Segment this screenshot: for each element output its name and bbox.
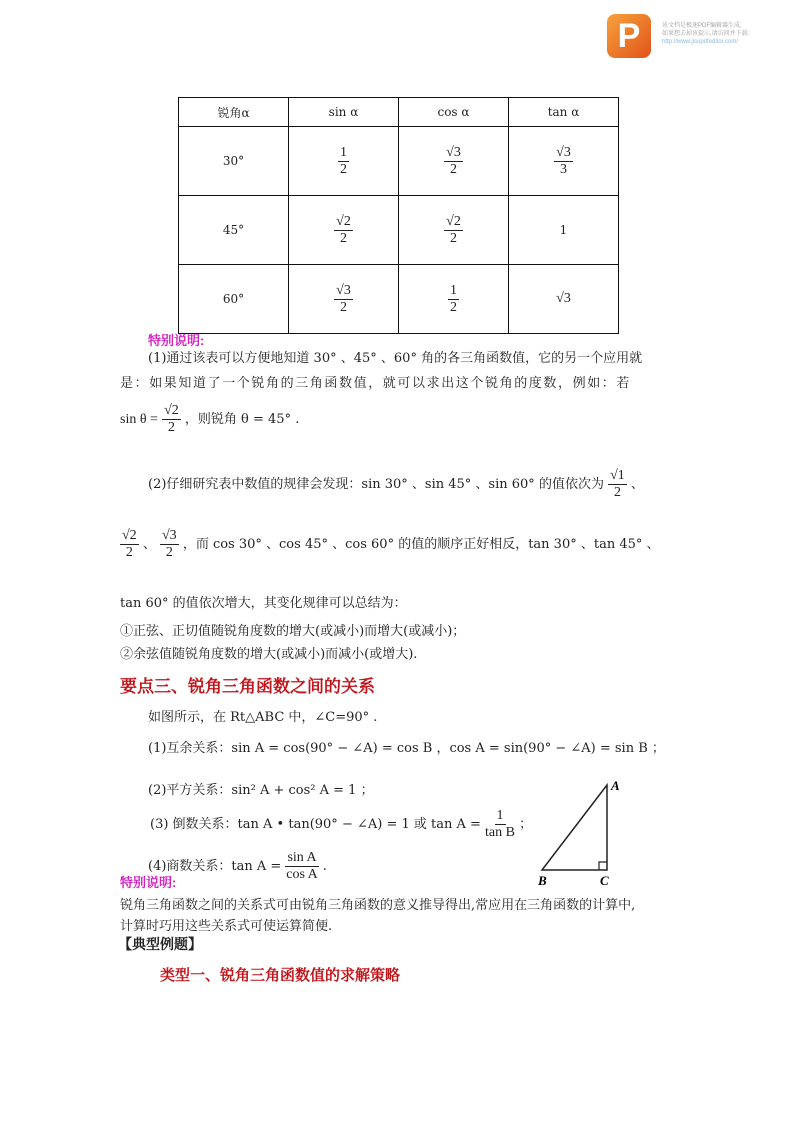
sin-cell [289, 127, 399, 196]
pdf-editor-logo: P [607, 14, 651, 58]
numerator: 1 [496, 808, 504, 823]
fraction [120, 528, 139, 561]
text: (3) 倒数关系：tan A • tan(90° − ∠A) = 1 或 tan A = [150, 817, 481, 832]
watermark-text [662, 22, 749, 46]
denominator: 2 [165, 545, 173, 560]
table-row [179, 127, 619, 196]
rule-2: ②余弦值随锐角度数的增大(或减小)而减小(或增大). [120, 647, 418, 662]
text: 、 [142, 537, 156, 552]
table-header-row [179, 98, 619, 127]
text: 、 [630, 477, 644, 492]
cos-cell [399, 265, 509, 334]
sin-cell [289, 196, 399, 265]
complementary-relation: (1)互余关系：sin A = cos(90° − ∠A) = cos B ，cos A = sin(90° − ∠A) = sin B ； [148, 741, 665, 756]
table-row [179, 196, 619, 265]
denominator: 3 [560, 161, 567, 177]
header-cell: tan α [509, 98, 619, 127]
special-note-title: 特别说明: [148, 333, 205, 348]
denominator: 2 [450, 299, 457, 315]
fraction [285, 850, 318, 883]
fraction [162, 403, 181, 436]
note-paragraph [120, 528, 660, 561]
angle-cell: 60° [179, 265, 289, 334]
denominator: tan B [485, 825, 515, 840]
numerator: √2 [122, 528, 137, 543]
text: . [322, 859, 327, 874]
formula-line [120, 403, 299, 436]
sin-cell [289, 265, 399, 334]
cos-cell [399, 127, 509, 196]
header-cell: 锐角α [179, 98, 289, 127]
formula: ，则锐角 θ = 45° . [184, 412, 300, 427]
watermark-line2: 如果想去掉该提示,请访问并下载: [662, 31, 750, 37]
denominator: 2 [167, 420, 175, 435]
numerator: √3 [556, 144, 571, 160]
denominator: 2 [340, 299, 347, 315]
section-heading: 要点三、锐角三角函数之间的关系 [120, 677, 375, 696]
fraction [608, 468, 627, 501]
denominator: cos A [286, 867, 318, 882]
angle-cell: 30° [179, 127, 289, 196]
note-paragraph [148, 468, 644, 501]
denominator: 2 [125, 545, 133, 560]
numerator: √3 [161, 528, 177, 543]
header-cell: sin α [289, 98, 399, 127]
denominator: 2 [340, 161, 347, 177]
cos-cell [399, 196, 509, 265]
denominator: 2 [613, 485, 621, 500]
note-paragraph: 是：如果知道了一个锐角的三角函数值，就可以求出这个锐角的度数，例如：若 [120, 376, 632, 391]
note-paragraph: 计算时巧用这些关系式可使运算简便. [120, 919, 333, 934]
vertex-b-label: B [538, 873, 547, 888]
tan-cell: 1 [509, 196, 619, 265]
fraction [485, 808, 515, 841]
examples-heading: 【典型例题】 [118, 936, 202, 952]
watermark-line1: 该文档是极速PDF编辑器生成, [662, 23, 742, 29]
numerator: sin A [287, 850, 317, 865]
fraction [160, 528, 179, 561]
reciprocal-relation [150, 808, 532, 841]
denominator: 2 [450, 161, 457, 177]
numerator: √2 [446, 213, 461, 229]
trig-values-table [178, 97, 619, 334]
header-cell: cos α [399, 98, 509, 127]
tan-cell: √3 [509, 265, 619, 334]
formula: sin θ = [120, 412, 158, 427]
text: (4)商数关系：tan A = [148, 859, 282, 874]
denominator: 2 [450, 230, 457, 246]
numerator: √3 [336, 282, 351, 298]
rule-1: ①正弦、正切值随锐角度数的增大(或减小)而增大(或减小)； [120, 624, 466, 639]
tan-cell [509, 127, 619, 196]
vertex-a-label: A [611, 778, 620, 793]
text: (2)仔细研究表中数值的规律会发现：sin 30° 、sin 45° 、sin 60° 的值依次为 [148, 477, 604, 492]
angle-cell: 45° [179, 196, 289, 265]
numerator: 1 [340, 144, 347, 160]
triangle [542, 785, 607, 870]
numerator: √1 [610, 468, 625, 483]
text: ； [519, 817, 533, 832]
text: ，而 cos 30° 、cos 45° 、cos 60° 的值的顺序正好相反，tan 30° 、tan 45° 、 [182, 537, 660, 552]
vertex-c-label: C [600, 873, 609, 888]
special-note-title: 特别说明: [120, 875, 177, 890]
numerator: 1 [450, 282, 457, 298]
numerator: √2 [336, 213, 351, 229]
right-triangle-diagram [530, 775, 630, 890]
right-angle-mark [599, 862, 607, 870]
type-one-heading: 类型一、锐角三角函数值的求解策略 [160, 967, 401, 984]
intro-text: 如图所示，在 Rt△ABC 中，∠C=90° . [148, 710, 378, 725]
watermark-url[interactable]: http://www.jisupdfeditor.com/ [662, 39, 739, 45]
square-relation: (2)平方关系：sin² A + cos² A = 1 ； [148, 783, 374, 798]
table-row [179, 265, 619, 334]
note-paragraph: (1)通过该表可以方便地知道 30° 、45° 、60° 角的各三角函数值，它的另一个应用就 [148, 351, 643, 366]
denominator: 2 [340, 230, 347, 246]
numerator: √2 [164, 403, 179, 418]
note-paragraph: tan 60° 的值依次增大，其变化规律可以总结为： [120, 596, 407, 611]
note-paragraph: 锐角三角函数之间的关系式可由锐角三角函数的意义推导得出,常应用在三角函数的计算中, [120, 898, 636, 913]
numerator: √3 [446, 144, 461, 160]
